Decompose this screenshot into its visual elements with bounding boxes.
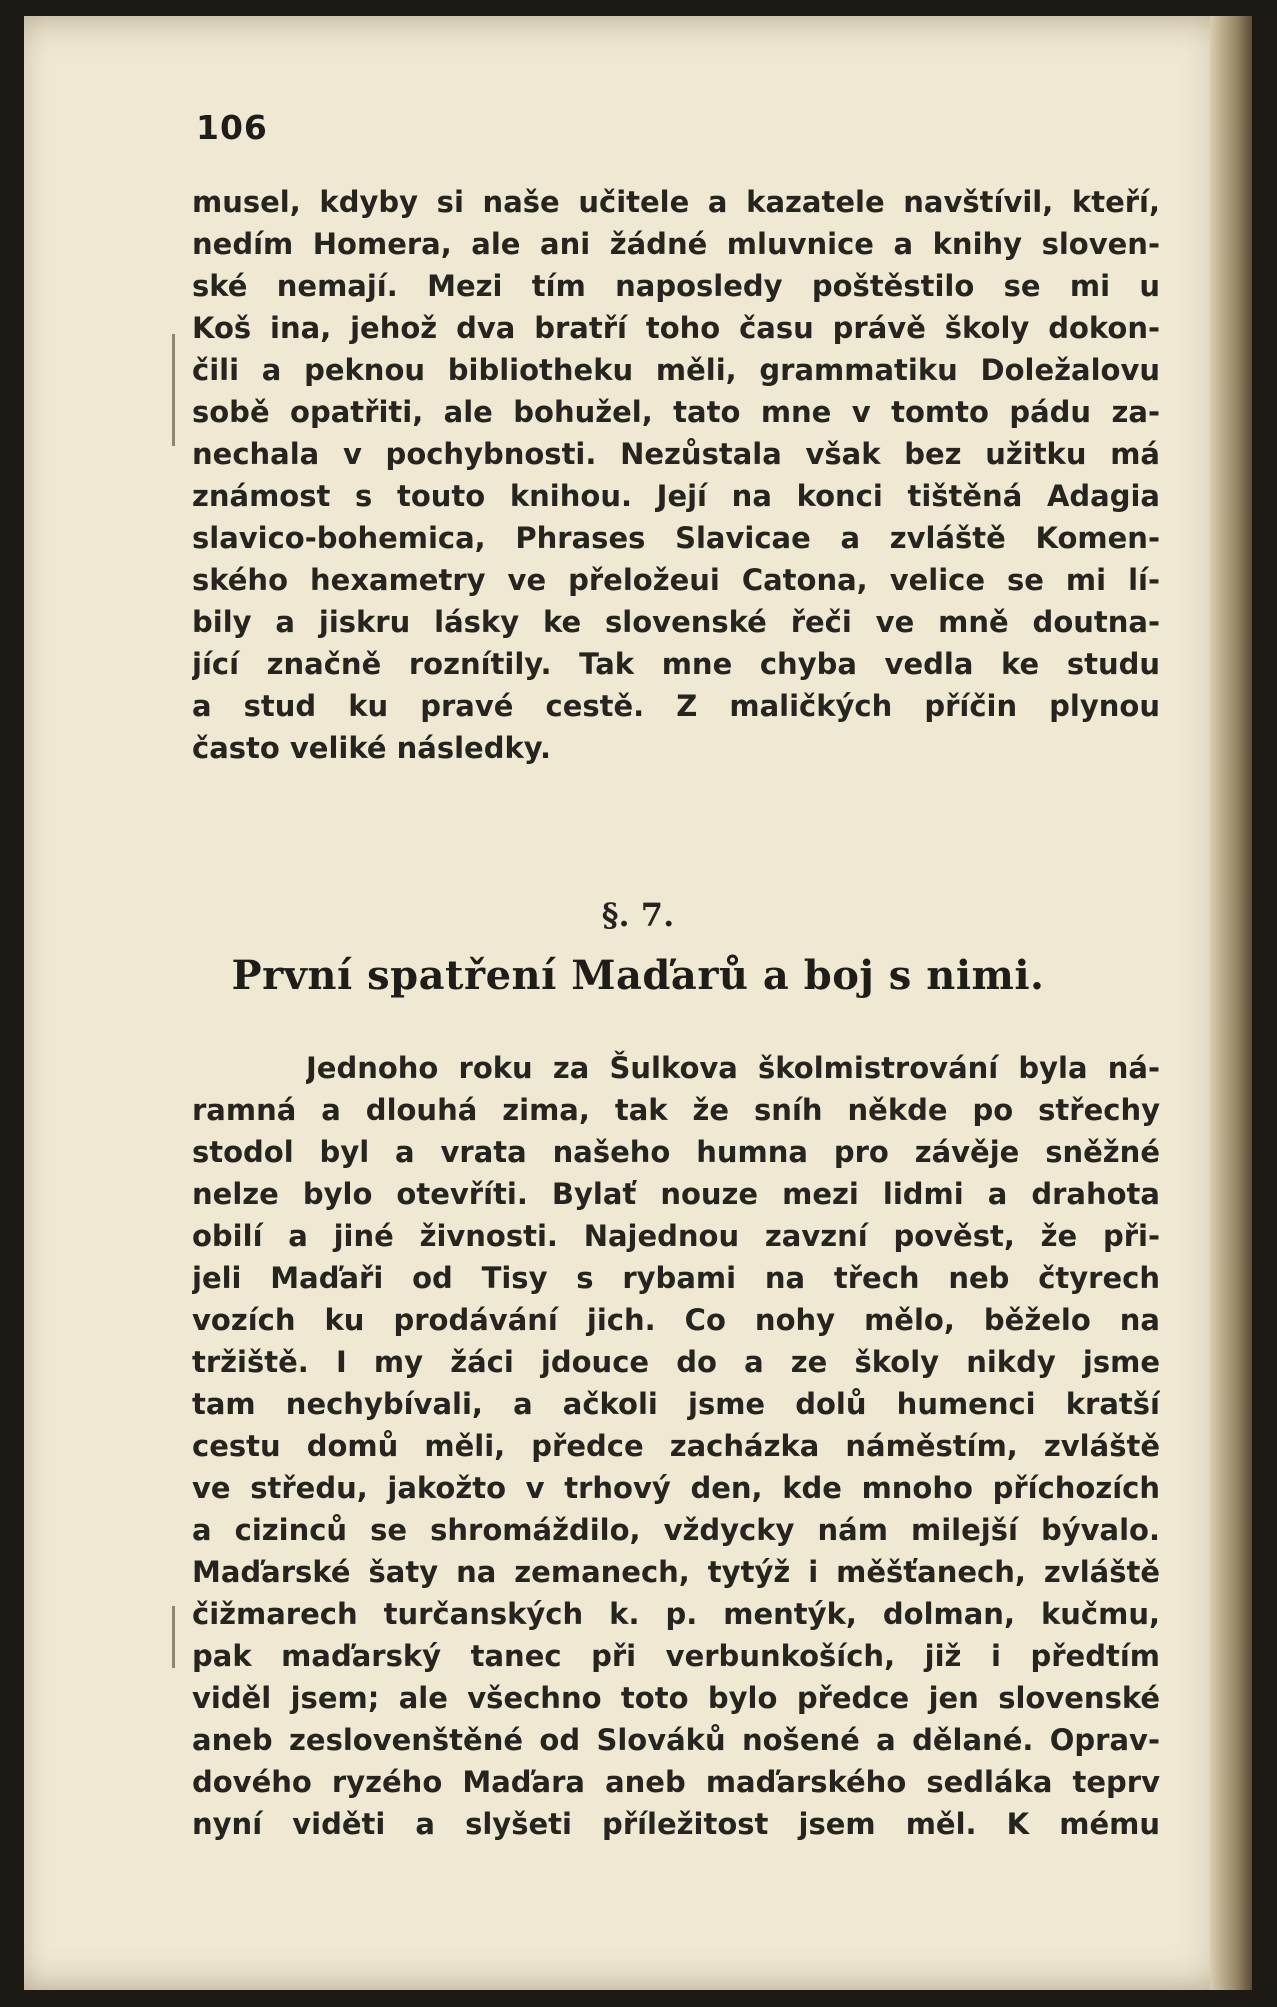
section-number: §. 7. bbox=[601, 896, 675, 934]
text-line: bily a jiskru lásky ke slovenské řeči ve mně doutna- bbox=[192, 605, 1160, 639]
text-line: Maďarské šaty na zemanech, tytýž i měšťanech, zvláště bbox=[192, 1555, 1160, 1589]
book-page bbox=[24, 16, 1252, 1990]
text-line: nechala v pochybnosti. Nezůstala však bez užitku má bbox=[192, 437, 1160, 471]
text-line: sobě opatřiti, ale bohužel, tato mne v tomto pádu za- bbox=[192, 395, 1160, 429]
text-line: jící značně roznítily. Tak mne chyba vedla ke studu bbox=[192, 647, 1160, 681]
text-line: pak maďarský tanec při verbunkoších, již i předtím bbox=[192, 1639, 1160, 1673]
margin-mark bbox=[172, 334, 175, 446]
text-line: tam nechybívali, a ačkoli jsme dolů humenci kratší bbox=[192, 1387, 1160, 1421]
text-line: tržiště. I my žáci jdouce do a ze školy nikdy jsme bbox=[192, 1345, 1160, 1379]
text-line: stodol byl a vrata našeho humna pro závěje sněžné bbox=[192, 1135, 1160, 1169]
text-line: ramná a dlouhá zima, tak že sníh někde po střechy bbox=[192, 1093, 1160, 1127]
text-line: jeli Maďaři od Tisy s rybami na třech neb čtyrech bbox=[192, 1261, 1160, 1295]
text-line: viděl jsem; ale všechno toto bylo předce jen slovenské bbox=[192, 1681, 1160, 1715]
text-line: čili a peknou bibliotheku měli, grammatiku Doležalovu bbox=[192, 353, 1160, 387]
text-line: Jednoho roku za Šulkova školmistrování byla ná- bbox=[306, 1051, 1160, 1085]
text-line: dového ryzého Maďara aneb maďarského sedláka teprv bbox=[192, 1765, 1160, 1799]
section-title: První spatření Maďarů a boj s nimi. bbox=[231, 952, 1045, 999]
text-line: nedím Homera, ale ani žádné mluvnice a knihy sloven- bbox=[192, 227, 1160, 261]
text-line: vozích ku prodávání jich. Co nohy mělo, běželo na bbox=[192, 1303, 1160, 1337]
text-line: nyní viděti a slyšeti příležitost jsem měl. K mému bbox=[192, 1807, 1160, 1841]
page-number: 106 bbox=[196, 108, 268, 147]
text-line: ského hexametry ve přeložeui Catona, velice se mi lí- bbox=[192, 563, 1160, 597]
text-line: nelze bylo otevříti. Bylať nouze mezi lidmi a drahota bbox=[192, 1177, 1160, 1211]
text-line: ve středu, jakožto v trhový den, kde mnoho příchozích bbox=[192, 1471, 1160, 1505]
text-line: často veliké následky. bbox=[192, 731, 552, 765]
text-line: slavico-bohemica, Phrases Slavicae a zvláště Komen- bbox=[192, 521, 1160, 555]
text-line: Koš ina, jehož dva bratří toho času právě školy dokon- bbox=[192, 311, 1160, 345]
page-gutter bbox=[1210, 16, 1252, 1990]
text-line: musel, kdyby si naše učitele a kazatele navštívil, kteří, bbox=[192, 185, 1160, 219]
text-line: obilí a jiné živnosti. Najednou zavzní pověst, že při- bbox=[192, 1219, 1160, 1253]
text-line: čižmarech turčanských k. p. mentýk, dolman, kučmu, bbox=[192, 1597, 1160, 1631]
text-line: a stud ku pravé cestě. Z maličkých příčin plynou bbox=[192, 689, 1160, 723]
text-line: ské nemají. Mezi tím naposledy poštěstilo se mi u bbox=[192, 269, 1160, 303]
text-line: cestu domů měli, předce zacházka náměstím, zvláště bbox=[192, 1429, 1160, 1463]
text-line: aneb zeslovenštěné od Slováků nošené a dělané. Oprav- bbox=[192, 1723, 1160, 1757]
text-line: a cizinců se shromáždilo, vždycky nám milejší bývalo. bbox=[192, 1513, 1160, 1547]
text-line: známost s touto knihou. Její na konci tištěná Adagia bbox=[192, 479, 1160, 513]
margin-mark bbox=[172, 1606, 175, 1668]
